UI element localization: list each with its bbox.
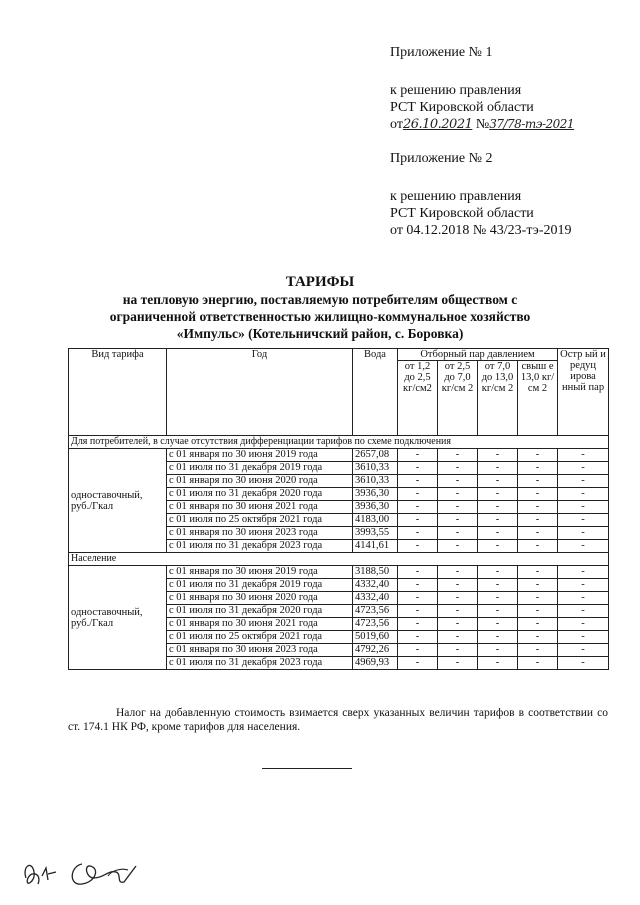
steam-value-cell: - bbox=[398, 501, 438, 514]
steam-value-cell: - bbox=[478, 488, 518, 501]
section-title: Население bbox=[69, 553, 609, 566]
steam-value-cell: - bbox=[558, 462, 609, 475]
steam-value-cell: - bbox=[438, 501, 478, 514]
water-value-cell: 4969,93 bbox=[353, 657, 398, 670]
appendix1-date: 26.10.2021 bbox=[402, 117, 473, 132]
steam-value-cell: - bbox=[558, 540, 609, 553]
steam-value-cell: - bbox=[518, 488, 558, 501]
steam-value-cell: - bbox=[518, 540, 558, 553]
appendix1-from: от bbox=[390, 117, 403, 132]
header-row-1 bbox=[69, 349, 609, 361]
steam-value-cell: - bbox=[558, 657, 609, 670]
steam-value-cell: - bbox=[518, 592, 558, 605]
steam-value-cell: - bbox=[518, 527, 558, 540]
period-cell: с 01 июля по 31 декабря 2023 года bbox=[167, 657, 353, 670]
steam-value-cell: - bbox=[398, 514, 438, 527]
period-cell: с 01 июля по 31 декабря 2019 года bbox=[167, 579, 353, 592]
steam-value-cell: - bbox=[518, 449, 558, 462]
period-cell: с 01 января по 30 июня 2020 года bbox=[167, 592, 353, 605]
water-value-cell: 4332,40 bbox=[353, 592, 398, 605]
steam-value-cell: - bbox=[438, 605, 478, 618]
section-row bbox=[69, 436, 609, 449]
water-value-cell: 3993,55 bbox=[353, 527, 398, 540]
steam-value-cell: - bbox=[478, 579, 518, 592]
tariffs-table bbox=[68, 348, 609, 670]
period-cell: с 01 января по 30 июня 2023 года bbox=[167, 644, 353, 657]
header-type: Вид тарифа bbox=[69, 349, 167, 436]
steam-value-cell: - bbox=[398, 631, 438, 644]
steam-value-cell: - bbox=[478, 605, 518, 618]
steam-value-cell: - bbox=[518, 462, 558, 475]
water-value-cell: 4332,40 bbox=[353, 579, 398, 592]
steam-value-cell: - bbox=[558, 644, 609, 657]
vat-note: Налог на добавленную стоимость взимается сверх указанных величин тарифов в соответствии со ст. 174.1 НК РФ, кроме тарифов для населения. bbox=[68, 707, 608, 733]
water-value-cell: 3936,30 bbox=[353, 488, 398, 501]
steam-value-cell: - bbox=[438, 488, 478, 501]
steam-value-cell: - bbox=[478, 644, 518, 657]
water-value-cell: 4792,26 bbox=[353, 644, 398, 657]
steam-value-cell: - bbox=[478, 566, 518, 579]
steam-value-cell: - bbox=[518, 644, 558, 657]
steam-value-cell: - bbox=[478, 449, 518, 462]
steam-value-cell: - bbox=[558, 592, 609, 605]
steam-value-cell: - bbox=[558, 488, 609, 501]
steam-value-cell: - bbox=[398, 449, 438, 462]
steam-value-cell: - bbox=[558, 631, 609, 644]
header-steam-col-4: свыш е 13,0 кг/см 2 bbox=[518, 361, 558, 436]
water-value-cell: 5019,60 bbox=[353, 631, 398, 644]
header-sharp-steam: Остр ый и редуц ирова нный пар bbox=[558, 349, 609, 436]
steam-value-cell: - bbox=[438, 657, 478, 670]
period-cell: с 01 января по 30 июня 2023 года bbox=[167, 527, 353, 540]
heading-line3: «Импульс» (Котельничский район, с. Боровка) bbox=[176, 326, 464, 341]
steam-value-cell: - bbox=[398, 579, 438, 592]
heading-line1: на тепловую энергию, поставляемую потребителям обществом с bbox=[122, 292, 518, 307]
steam-value-cell: - bbox=[398, 644, 438, 657]
steam-value-cell: - bbox=[518, 475, 558, 488]
water-value-cell: 3936,30 bbox=[353, 501, 398, 514]
water-value-cell: 4141,61 bbox=[353, 540, 398, 553]
period-cell: с 01 января по 30 июня 2020 года bbox=[167, 475, 353, 488]
steam-value-cell: - bbox=[518, 514, 558, 527]
table-row bbox=[69, 566, 609, 579]
steam-value-cell: - bbox=[558, 514, 609, 527]
table-body bbox=[69, 436, 609, 670]
steam-value-cell: - bbox=[438, 618, 478, 631]
steam-value-cell: - bbox=[438, 514, 478, 527]
tariff-type: одноставочный, руб./Гкал bbox=[69, 449, 167, 553]
steam-value-cell: - bbox=[478, 540, 518, 553]
header-steam-group: Отборный пар давлением bbox=[398, 349, 558, 361]
water-value-cell: 4723,56 bbox=[353, 605, 398, 618]
steam-value-cell: - bbox=[398, 618, 438, 631]
steam-value-cell: - bbox=[398, 462, 438, 475]
header-period: Год bbox=[167, 349, 353, 436]
steam-value-cell: - bbox=[478, 514, 518, 527]
header-steam-col-2: от 2,5 до 7,0 кг/см 2 bbox=[438, 361, 478, 436]
steam-value-cell: - bbox=[398, 527, 438, 540]
steam-value-cell: - bbox=[558, 501, 609, 514]
appendix2-title: Приложение № 2 bbox=[390, 151, 493, 166]
appendix1-line1: к решению правления bbox=[390, 83, 522, 98]
steam-value-cell: - bbox=[558, 475, 609, 488]
steam-value-cell: - bbox=[438, 449, 478, 462]
section-title: Для потребителей, в случае отсутствия дифференциации тарифов по схеме подключения bbox=[69, 436, 609, 449]
water-value-cell: 4723,56 bbox=[353, 618, 398, 631]
header-water: Вода bbox=[353, 349, 398, 436]
appendix2-line2: РСТ Кировской области bbox=[390, 206, 534, 221]
steam-value-cell: - bbox=[398, 566, 438, 579]
tariff-type: одноставочный, руб./Гкал bbox=[69, 566, 167, 670]
table-row bbox=[69, 449, 609, 462]
period-cell: с 01 января по 30 июня 2019 года bbox=[167, 449, 353, 462]
steam-value-cell: - bbox=[478, 462, 518, 475]
steam-value-cell: - bbox=[518, 501, 558, 514]
document-title: ТАРИФЫ bbox=[285, 274, 355, 290]
steam-value-cell: - bbox=[518, 605, 558, 618]
steam-value-cell: - bbox=[558, 605, 609, 618]
steam-value-cell: - bbox=[478, 475, 518, 488]
bottom-separator bbox=[262, 768, 352, 769]
water-value-cell: 2657,08 bbox=[353, 449, 398, 462]
appendix1-number: 37/78-тэ-2021 bbox=[489, 117, 575, 131]
steam-value-cell: - bbox=[478, 592, 518, 605]
period-cell: с 01 января по 30 июня 2021 года bbox=[167, 618, 353, 631]
steam-value-cell: - bbox=[478, 657, 518, 670]
header-steam-col-1: от 1,2 до 2,5 кг/см2 bbox=[398, 361, 438, 436]
steam-value-cell: - bbox=[518, 566, 558, 579]
water-value-cell: 3188,50 bbox=[353, 566, 398, 579]
steam-value-cell: - bbox=[558, 449, 609, 462]
steam-value-cell: - bbox=[558, 579, 609, 592]
steam-value-cell: - bbox=[478, 631, 518, 644]
steam-value-cell: - bbox=[398, 475, 438, 488]
steam-value-cell: - bbox=[558, 618, 609, 631]
steam-value-cell: - bbox=[398, 605, 438, 618]
period-cell: с 01 июля по 25 октября 2021 года bbox=[167, 514, 353, 527]
appendix1-line2: РСТ Кировской области bbox=[390, 100, 534, 115]
steam-value-cell: - bbox=[558, 566, 609, 579]
appendix1-number-prefix: № bbox=[475, 117, 490, 132]
appendix2-line1: к решению правления bbox=[390, 189, 522, 204]
steam-value-cell: - bbox=[518, 618, 558, 631]
steam-value-cell: - bbox=[438, 592, 478, 605]
steam-value-cell: - bbox=[518, 657, 558, 670]
steam-value-cell: - bbox=[398, 540, 438, 553]
steam-value-cell: - bbox=[438, 631, 478, 644]
steam-value-cell: - bbox=[438, 566, 478, 579]
signature-icon bbox=[12, 848, 152, 896]
steam-value-cell: - bbox=[478, 527, 518, 540]
steam-value-cell: - bbox=[438, 527, 478, 540]
steam-value-cell: - bbox=[438, 462, 478, 475]
period-cell: с 01 июля по 31 декабря 2023 года bbox=[167, 540, 353, 553]
water-value-cell: 3610,33 bbox=[353, 475, 398, 488]
appendix1-title: Приложение № 1 bbox=[390, 45, 493, 60]
section-row bbox=[69, 553, 609, 566]
steam-value-cell: - bbox=[558, 527, 609, 540]
heading-line2: ограниченной ответственностью жилищно-коммунальное хозяйство bbox=[109, 309, 531, 324]
header-steam-col-3: от 7,0 до 13,0 кг/см 2 bbox=[478, 361, 518, 436]
steam-value-cell: - bbox=[398, 657, 438, 670]
steam-value-cell: - bbox=[478, 618, 518, 631]
appendix2-line3: от 04.12.2018 № 43/23-тэ-2019 bbox=[390, 223, 572, 238]
period-cell: с 01 января по 30 июня 2019 года bbox=[167, 566, 353, 579]
steam-value-cell: - bbox=[398, 592, 438, 605]
appendix1-decision bbox=[390, 116, 574, 133]
period-cell: с 01 июля по 31 декабря 2020 года bbox=[167, 605, 353, 618]
steam-value-cell: - bbox=[438, 579, 478, 592]
steam-value-cell: - bbox=[518, 579, 558, 592]
water-value-cell: 4183,00 bbox=[353, 514, 398, 527]
period-cell: с 01 июля по 31 декабря 2019 года bbox=[167, 462, 353, 475]
water-value-cell: 3610,33 bbox=[353, 462, 398, 475]
steam-value-cell: - bbox=[438, 475, 478, 488]
period-cell: с 01 июля по 31 декабря 2020 года bbox=[167, 488, 353, 501]
steam-value-cell: - bbox=[438, 540, 478, 553]
steam-value-cell: - bbox=[398, 488, 438, 501]
period-cell: с 01 июля по 25 октября 2021 года bbox=[167, 631, 353, 644]
steam-value-cell: - bbox=[478, 501, 518, 514]
steam-value-cell: - bbox=[438, 644, 478, 657]
period-cell: с 01 января по 30 июня 2021 года bbox=[167, 501, 353, 514]
steam-value-cell: - bbox=[518, 631, 558, 644]
